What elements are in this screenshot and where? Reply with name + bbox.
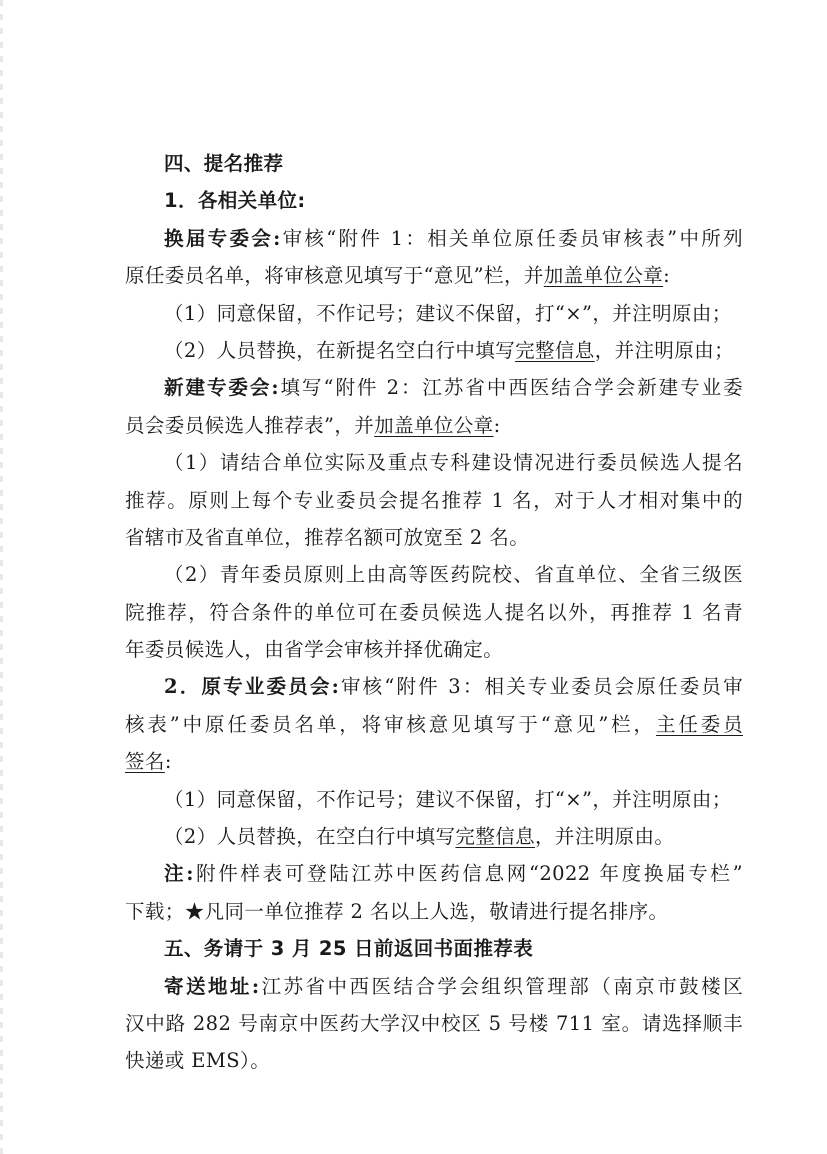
huanjie-item2-underline: 完整信息	[515, 338, 595, 362]
address-label: 寄送地址:	[164, 974, 260, 998]
note-label: 注:	[164, 862, 194, 886]
xinjian-item1-line1: （1）请结合单位实际及重点专科建设情况进行委员候选人提名	[164, 451, 743, 475]
xinjian-paragraph-line2	[125, 407, 743, 444]
huanjie-paragraph-line2	[125, 257, 743, 294]
section-4-1-title: 1．各相关单位:	[164, 189, 306, 213]
huanjie-item-1: （1）同意保留，不作记号；建议不保留，打“×”，并注明原由；	[164, 301, 732, 325]
section-4-title: 四、提名推荐	[164, 152, 284, 175]
yuan-signature-underline1: 主任委员	[655, 712, 743, 736]
yuan-end: :	[164, 750, 172, 774]
huanjie-item2-pre: （2）人员替换，在新提名空白行中填写	[164, 338, 516, 362]
yuan-label: 2．原专业委员会:	[164, 675, 340, 699]
huanjie-text2: 原任委员名单，将审核意见填写于“意见”栏，并	[125, 264, 544, 288]
yuan-item-1: （1）同意保留，不作记号；建议不保留，打“×”，并注明原由；	[164, 787, 732, 811]
xinjian-item2-line1: （2）青年委员原则上由高等医药院校、省直单位、全省三级医	[164, 563, 743, 587]
xinjian-label: 新建专委会:	[164, 376, 279, 400]
yuan-item2-post: ，并注明原由。	[535, 825, 675, 849]
scan-edge	[0, 0, 3, 1154]
xinjian-end: :	[493, 413, 501, 437]
yuan-paragraph-line3	[125, 743, 743, 780]
xinjian-seal-underline: 加盖单位公章	[374, 413, 494, 437]
yuan-paragraph-line1	[125, 668, 743, 705]
huanjie-label: 换届专委会:	[164, 226, 281, 250]
address-text1: 江苏省中西医结合学会组织管理部（南京市鼓楼区	[259, 974, 743, 998]
yuan-item2-pre: （2）人员替换，在空白行中填写	[164, 825, 456, 849]
yuan-signature-underline2: 签名	[125, 750, 165, 774]
yuan-item2-underline: 完整信息	[455, 825, 536, 849]
note-text1: 附件样表可登陆江苏中医药信息网“2022 年度换届专栏”	[193, 862, 743, 886]
yuan-item-2	[125, 818, 743, 855]
huanjie-paragraph-line1	[125, 220, 743, 257]
note-line2: 下载；★凡同一单位推荐 2 名以上人选，敬请进行提名排序。	[125, 899, 669, 923]
huanjie-item-2	[125, 332, 743, 369]
document-body	[125, 145, 743, 1080]
xinjian-item1-line3: 省辖市及省直单位，推荐名额可放宽至 2 名。	[125, 525, 530, 549]
huanjie-text1: 审核“附件 1：相关单位原任委员审核表”中所列	[280, 226, 743, 250]
huanjie-seal-underline: 加盖单位公章	[543, 264, 664, 288]
note-line1	[125, 855, 743, 892]
yuan-paragraph-line2	[125, 706, 743, 743]
address-line1	[125, 968, 743, 1005]
huanjie-end: :	[663, 264, 671, 288]
address-line3: 快递或 EMS）。	[125, 1049, 271, 1073]
yuan-text1: 审核“附件 3：相关专业委员会原任委员审	[339, 675, 743, 699]
xinjian-paragraph-line1	[125, 369, 743, 406]
xinjian-text2: 员会委员候选人推荐表”，并	[125, 413, 375, 437]
address-line2: 汉中路 282 号南京中医药大学汉中校区 5 号楼 711 室。请选择顺丰	[125, 1011, 743, 1035]
section-5-title: 五、务请于 3 月 25 日前返回书面推荐表	[164, 937, 534, 961]
xinjian-item2-line3: 年委员候选人，由省学会审核并择优确定。	[125, 638, 504, 662]
xinjian-item1-line2: 推荐。原则上每个专业委员会提名推荐 1 名，对于人才相对集中的	[125, 488, 743, 512]
huanjie-item2-post: ，并注明原由；	[594, 338, 735, 362]
xinjian-text1: 填写“附件 2：江苏省中西医结合学会新建专业委	[278, 376, 743, 400]
xinjian-item2-line2: 院推荐，符合条件的单位可在委员候选人提名以外，再推荐 1 名青	[125, 600, 743, 624]
yuan-text2: 核表”中原任委员名单，将审核意见填写于“意见”栏，	[125, 712, 656, 736]
